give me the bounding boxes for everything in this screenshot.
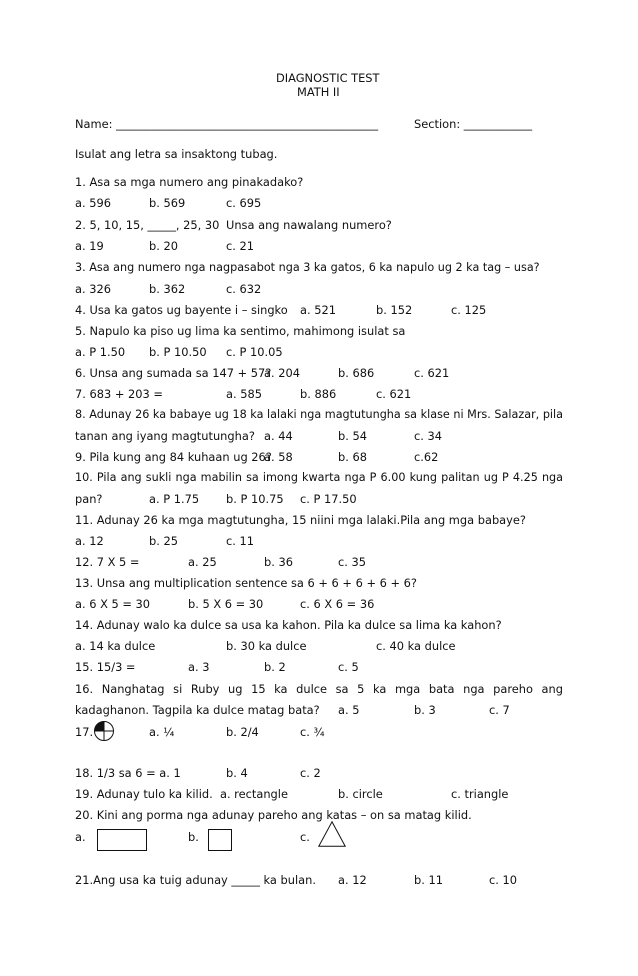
q2-choice-a[interactable]: a. 19: [75, 239, 104, 253]
q8-choice-a[interactable]: a. 44: [264, 429, 293, 443]
q16-choice-a[interactable]: a. 5: [338, 703, 360, 717]
q8-choice-b[interactable]: b. 54: [338, 429, 367, 443]
q5-choice-c[interactable]: c. P 10.05: [226, 345, 283, 359]
triangle-shape-icon: [318, 821, 346, 847]
q15-choice-c[interactable]: c. 5: [338, 660, 359, 674]
q14-choice-a[interactable]: a. 14 ka dulce: [75, 639, 156, 653]
question-10: 10. Pila ang sukli nga mabilin sa imong kwarta nga P 6.00 kung palitan ug P 4.25 nga: [75, 471, 563, 484]
question-21: 21.Ang usa ka tuig adunay _____ ka bulan.: [75, 873, 316, 887]
q17-choice-a[interactable]: a. ¼: [149, 725, 175, 739]
q15-choice-a[interactable]: a. 3: [188, 660, 210, 674]
q2-choice-b[interactable]: b. 20: [149, 239, 178, 253]
q13-choice-b[interactable]: b. 5 X 6 = 30: [188, 597, 264, 611]
q18-choice-c[interactable]: c. 2: [300, 766, 321, 780]
q20-choice-c[interactable]: c.: [300, 830, 310, 844]
q13-choice-a[interactable]: a. 6 X 5 = 30: [75, 597, 151, 611]
q6-choice-b[interactable]: b. 686: [338, 366, 375, 380]
q21-choice-a[interactable]: a. 12: [338, 873, 367, 887]
instructions: Isulat ang letra sa insaktong tubag.: [75, 147, 278, 161]
q6-choice-c[interactable]: c. 621: [414, 366, 450, 380]
q10-choice-c[interactable]: c. P 17.50: [300, 492, 357, 506]
q18-choice-b[interactable]: b. 4: [226, 766, 248, 780]
q14-choice-b[interactable]: b. 30 ka dulce: [226, 639, 307, 653]
test-title: DIAGNOSTIC TEST: [276, 71, 380, 85]
q19-choice-b[interactable]: b. circle: [338, 787, 383, 801]
q9-choice-c[interactable]: c.62: [414, 450, 439, 464]
q12-choice-c[interactable]: c. 35: [338, 555, 366, 569]
q21-choice-b[interactable]: b. 11: [414, 873, 443, 887]
question-5: 5. Napulo ka piso ug lima ka sentimo, mahimong isulat sa: [75, 324, 406, 338]
question-1: 1. Asa sa mga numero ang pinakadako?: [75, 175, 304, 189]
question-11: 11. Adunay 26 ka mga magtutungha, 15 niini mga lalaki.Pila ang mga babaye?: [75, 513, 526, 527]
square-shape-icon: [208, 829, 232, 851]
q4-choice-a[interactable]: a. 521: [300, 303, 336, 317]
q21-choice-c[interactable]: c. 10: [489, 873, 517, 887]
q16-choice-c[interactable]: c. 7: [489, 703, 510, 717]
question-14: 14. Adunay walo ka dulce sa usa ka kahon. Pila ka dulce sa lima ka kahon?: [75, 618, 502, 632]
q1-choice-b[interactable]: b. 569: [149, 196, 186, 210]
q3-choice-c[interactable]: c. 632: [226, 282, 262, 296]
q12-choice-b[interactable]: b. 36: [264, 555, 293, 569]
q7-choice-b[interactable]: b. 886: [300, 387, 337, 401]
question-18: 18. 1/3 sa 6 = a. 1: [75, 766, 181, 780]
q15-choice-b[interactable]: b. 2: [264, 660, 286, 674]
q3-choice-b[interactable]: b. 362: [149, 282, 186, 296]
question-9: 9. Pila kung ang 84 kuhaan ug 26?: [75, 450, 272, 464]
q9-choice-b[interactable]: b. 68: [338, 450, 367, 464]
rectangle-shape-icon: [97, 829, 147, 851]
q7-choice-c[interactable]: c. 621: [376, 387, 412, 401]
question-3: 3. Asa ang numero nga nagpasabot nga 3 ka gatos, 6 ka napulo ug 2 ka tag – usa?: [75, 261, 540, 274]
q1-choice-c[interactable]: c. 695: [226, 196, 262, 210]
q8-choice-c[interactable]: c. 34: [414, 429, 442, 443]
question-20: 20. Kini ang porma nga adunay pareho ang katas – on sa matag kilid.: [75, 808, 472, 822]
question-19: 19. Adunay tulo ka kilid. a. rectangle: [75, 787, 288, 801]
q20-choice-b[interactable]: b.: [188, 830, 199, 844]
question-17: 17.: [75, 725, 94, 739]
question-16-cont: kadaghanon. Tagpila ka dulce matag bata?: [75, 703, 320, 717]
q10-choice-a[interactable]: a. P 1.75: [149, 492, 200, 506]
q11-choice-a[interactable]: a. 12: [75, 534, 104, 548]
q19-choice-c[interactable]: c. triangle: [451, 787, 509, 801]
question-2: 2. 5, 10, 15, _____, 25, 30: [75, 218, 220, 232]
question-16: 16. Nanghatag si Ruby ug 15 ka dulce sa 5 ka mga bata nga pareho ang: [75, 682, 563, 696]
q13-choice-c[interactable]: c. 6 X 6 = 36: [300, 597, 375, 611]
question-6: 6. Unsa ang sumada sa 147 + 57?: [75, 366, 272, 380]
q20-choice-a[interactable]: a.: [75, 830, 86, 844]
q6-choice-a[interactable]: a. 204: [264, 366, 300, 380]
q11-choice-b[interactable]: b. 25: [149, 534, 178, 548]
q5-choice-b[interactable]: b. P 10.50: [149, 345, 207, 359]
q11-choice-c[interactable]: c. 11: [226, 534, 254, 548]
question-2-ask: Unsa ang nawalang numero?: [226, 218, 392, 232]
question-10-cont: pan?: [75, 492, 103, 506]
q2-choice-c[interactable]: c. 21: [226, 239, 254, 253]
q9-choice-a[interactable]: a. 58: [264, 450, 293, 464]
q17-choice-b[interactable]: b. 2/4: [226, 725, 259, 739]
section-field[interactable]: Section: ____________: [414, 117, 533, 131]
q5-choice-a[interactable]: a. P 1.50: [75, 345, 126, 359]
question-12: 12. 7 X 5 =: [75, 555, 140, 569]
test-subtitle: MATH II: [297, 85, 340, 99]
question-7: 7. 683 + 203 =: [75, 387, 163, 401]
question-8: 8. Adunay 26 ka babaye ug 18 ka lalaki nga magtutungha sa klase ni Mrs. Salazar, pila: [75, 408, 563, 421]
q10-choice-b[interactable]: b. P 10.75: [226, 492, 284, 506]
q4-choice-b[interactable]: b. 152: [376, 303, 413, 317]
q17-choice-c[interactable]: c. ¾: [300, 725, 325, 739]
question-4: 4. Usa ka gatos ug bayente i – singko: [75, 303, 288, 317]
question-13: 13. Unsa ang multiplication sentence sa 6 + 6 + 6 + 6 + 6?: [75, 576, 417, 590]
q1-choice-a[interactable]: a. 596: [75, 196, 111, 210]
q14-choice-c[interactable]: c. 40 ka dulce: [376, 639, 456, 653]
question-8-cont: tanan ang iyang magtutungha?: [75, 429, 255, 443]
q16-choice-b[interactable]: b. 3: [414, 703, 436, 717]
question-15: 15. 15/3 =: [75, 660, 136, 674]
quarter-circle-icon: [93, 720, 115, 742]
q3-choice-a[interactable]: a. 326: [75, 282, 111, 296]
q12-choice-a[interactable]: a. 25: [188, 555, 217, 569]
name-field[interactable]: Name: ______________________________________________: [75, 117, 379, 131]
q4-choice-c[interactable]: c. 125: [451, 303, 487, 317]
q7-choice-a[interactable]: a. 585: [226, 387, 262, 401]
